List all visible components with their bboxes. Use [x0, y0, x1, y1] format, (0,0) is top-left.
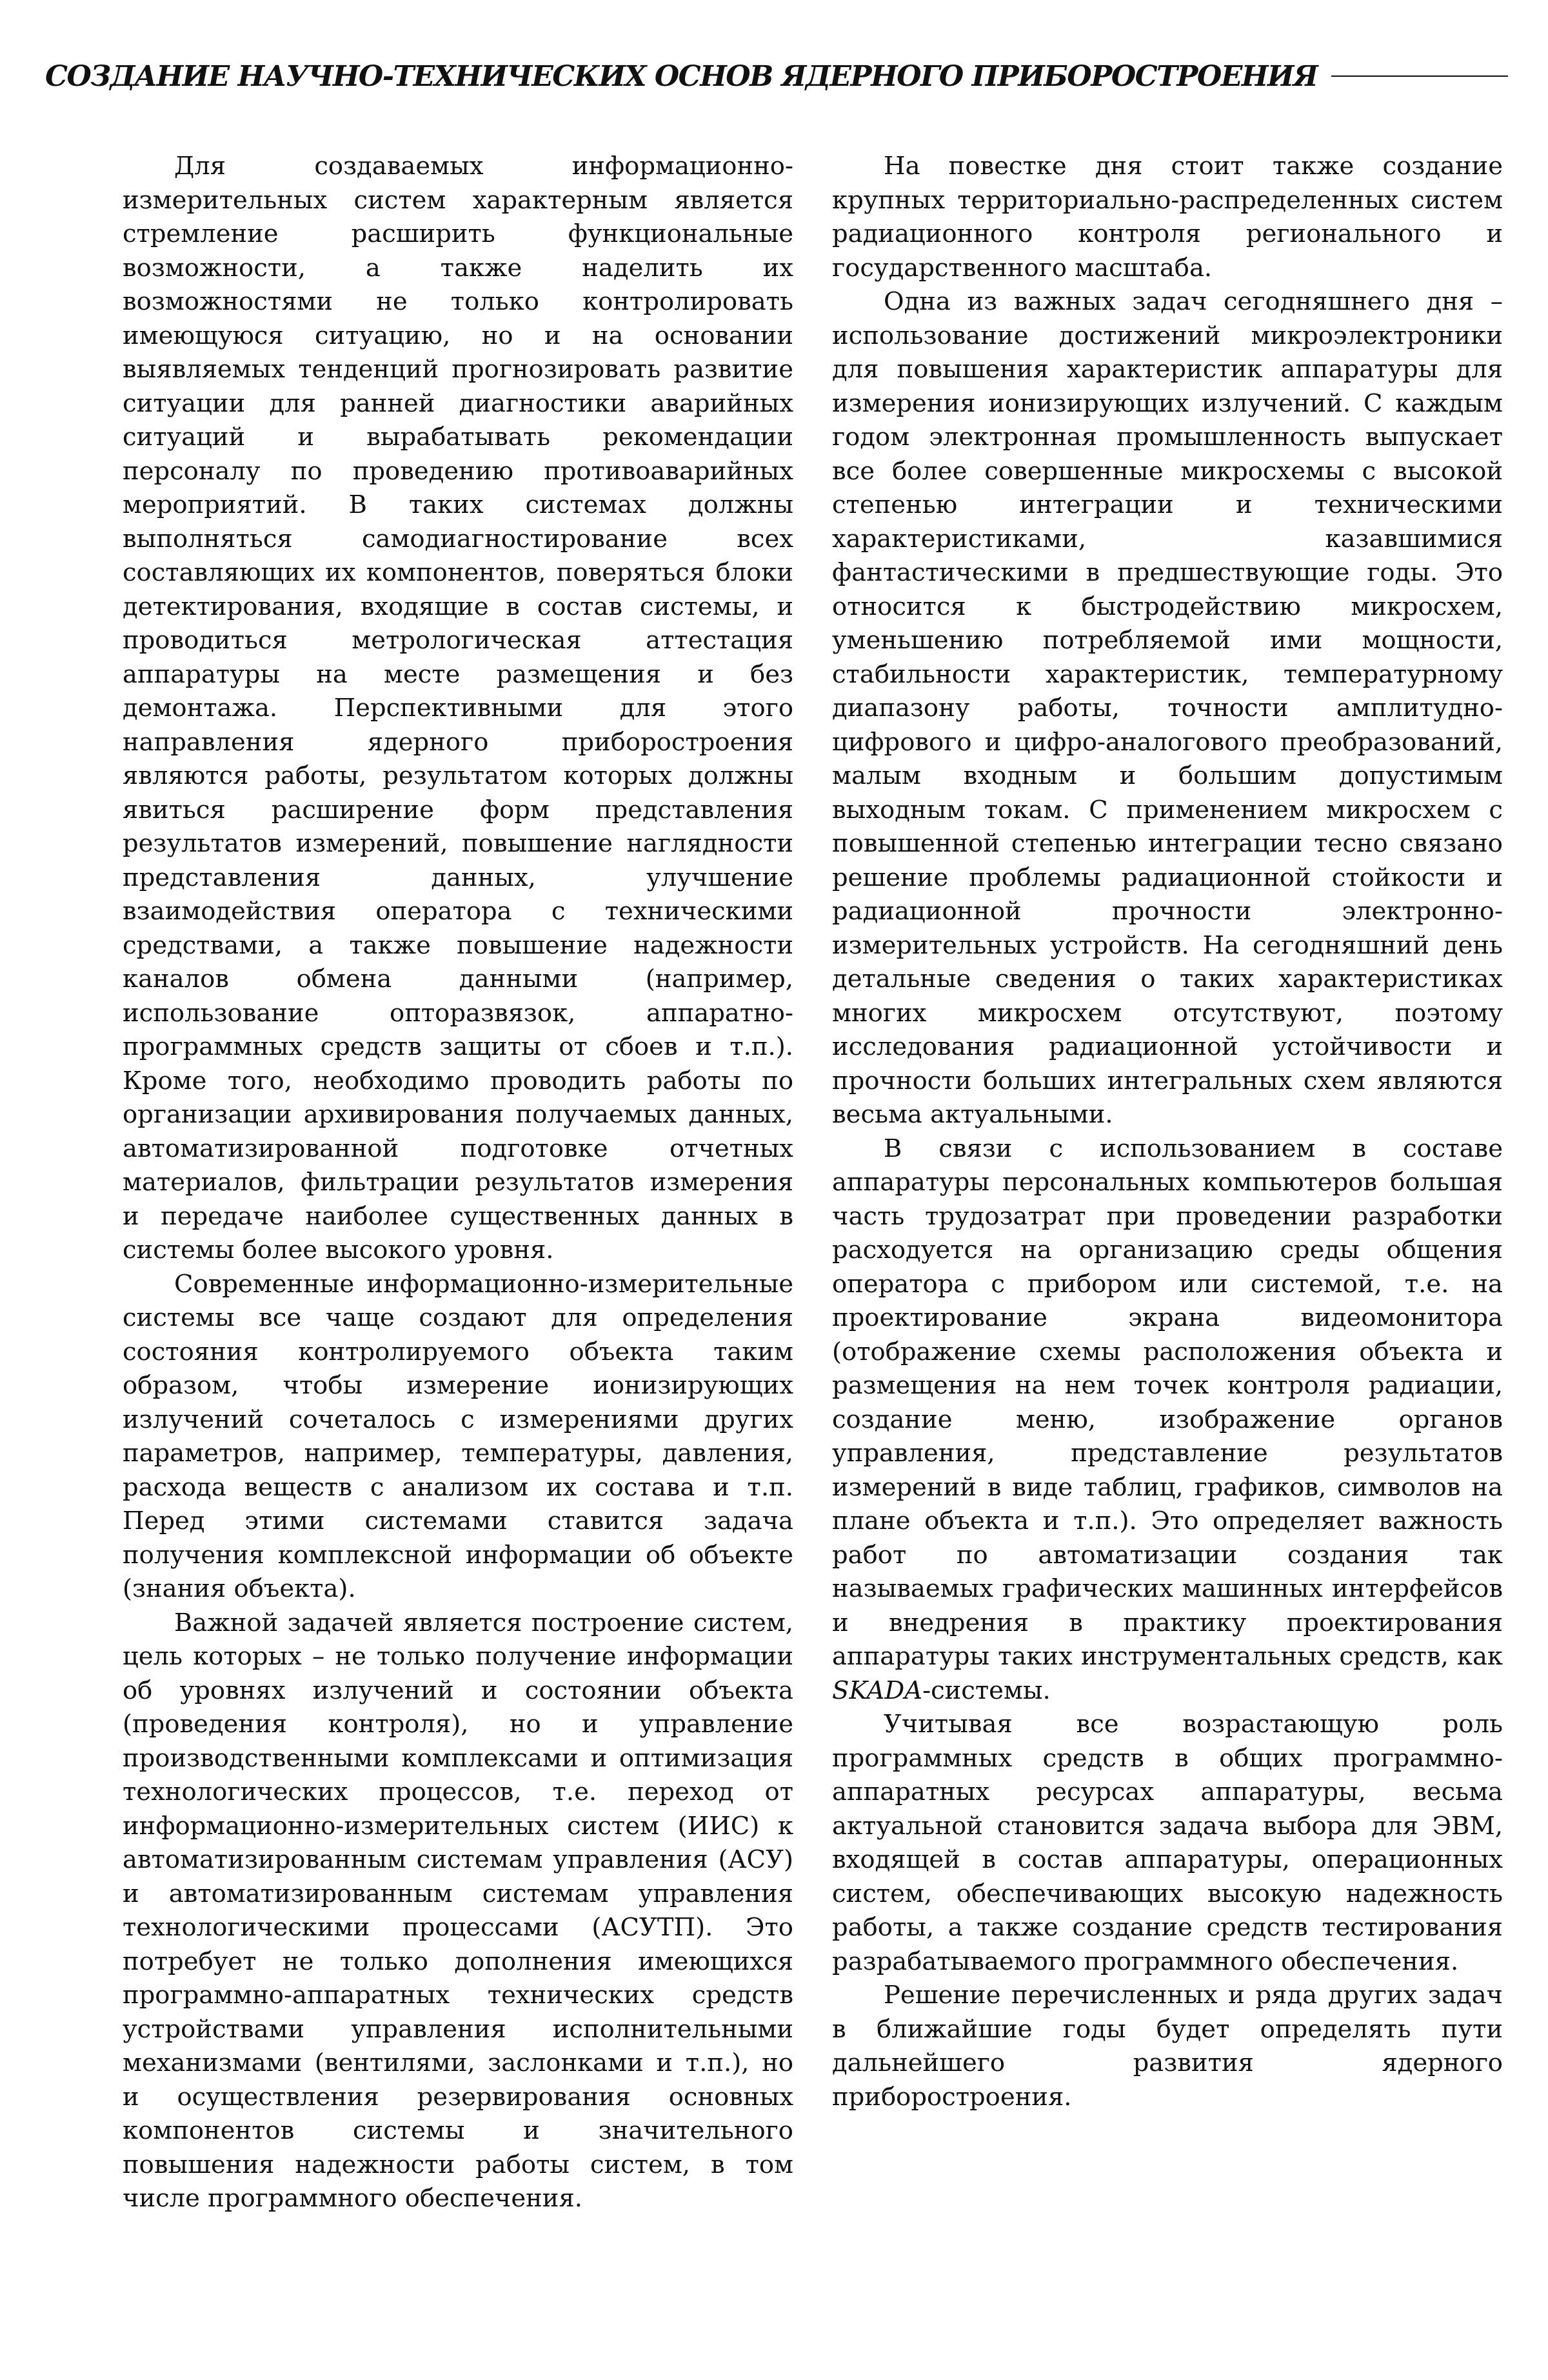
italic-term: SKADA — [832, 1675, 923, 1705]
left-column — [123, 150, 793, 2285]
paragraph: Одна из важных задач сегодняшнего дня – использование достижений микроэлектроники для повышения характеристик аппаратуры для измерения ионизирующих излучений. С каждым годом электронная промышленность выпускает все более совершенные микросхемы с высокой степенью интеграции и техническими характеристиками, казавшимися фантастическими в предшествующие годы. Это относится к быстродействию микросхем, уменьшению потребляемой ими мощности, стабильности характеристик, температурному диапазону работы, точности амплитудно-цифрового и цифро-аналогового преобразований, малым входным и большим допустимым выходным токам. С применением микросхем с повышенной степенью интеграции тесно связано решение проблемы радиационной стойкости и радиационной прочности электронно-измерительных устройств. На сегодняшний день детальные сведения о таких характеристиках многих микросхем отсутствуют, поэтому исследования радиационной устойчивости и прочности больших интегральных схем являются весьма актуальными. — [832, 287, 1503, 1129]
paragraph-skada — [832, 1132, 1503, 1708]
paragraph: Важной задачей является построение систем, цель которых – не только получение информации об уровнях излучений и состоянии объекта (проведения контроля), но и управление производственными комплексами и оптимизация технологических процессов, т.е. переход от информационно-измерительных систем (ИИС) к автоматизированным системам управления (АСУ) и автоматизированным системам управления технологическими процессами (АСУТП). Это потребует не только дополнения имеющихся программно-аппаратных технических средств устройствами управления исполнительными механизмами (вентилями, заслонками и т.п.), но и осуществления резервирования основных компонентов системы и значительного повышения надежности работы систем, в том числе программного обеспечения. — [123, 1608, 793, 2213]
running-header — [45, 55, 1508, 97]
right-column — [832, 150, 1503, 2285]
header-rule — [1331, 75, 1508, 77]
term-suffix: -системы. — [922, 1675, 1051, 1705]
paragraph-text: В связи с использованием в составе аппаратуры персональных компьютеров большая часть трудозатрат при проведении разработки расходуется на организацию среды общения оператора с прибором или системой, т.е. на проектирование экрана видеомонитора (отображение схемы расположения объекта и размещения на нем точек контроля радиации, создание меню, изображение органов управления, представление результатов измерений в виде таблиц, графиков, символов на плане объекта и т.п.). Это определяет важность работ по автоматизации создания так называемых графических машинных интерфейсов и внедрения в практику проектирования аппаратуры таких инструментальных средств, как — [832, 1134, 1503, 1671]
paragraph: Для создаваемых информационно-измерительных систем характерным является стремление расширить функциональные возможности, а также наделить их возможностями не только контролировать имеющуюся ситуацию, но и на основании выявляемых тенденций прогнозировать развитие ситуации для ранней диагностики аварийных ситуаций и вырабатывать рекомендации персоналу по проведению противоаварийных мероприятий. В таких системах должны выполняться самодиагностирование всех составляющих их компонентов, поверяться блоки детектирования, входящие в состав системы, и проводиться метрологическая аттестация аппаратуры на месте размещения и без демонтажа. Перспективными для этого направления ядерного приборостроения являются работы, результатом которых должны явиться расширение форм представления результатов измерений, повышение наглядности представления данных, улучшение взаимодействия оператора с техническими средствами, а также повышение надежности каналов обмена данными (например, использование опторазвязок, аппаратно-программных средств защиты от сбоев и т.п.). Кроме того, необходимо проводить работы по организации архивирования получаемых данных, автоматизированной подготовке отчетных материалов, фильтрации результатов измерения и передаче наиболее существенных данных в системы более высокого уровня. — [123, 152, 793, 1265]
paragraph: Современные информационно-измерительные системы все чаще создают для определения состояния контролируемого объекта таким образом, чтобы измерение ионизирующих излучений сочеталось с измерениями других параметров, например, температуры, давления, расхода веществ с анализом их состава и т.п. Перед этими системами ставится задача получения комплексной информации об объекте (знания объекта). — [123, 1269, 793, 1603]
running-title: СОЗДАНИЕ НАУЧНО-ТЕХНИЧЕСКИХ ОСНОВ ЯДЕРНОГО ПРИБОРОСТРОЕНИЯ — [45, 59, 1318, 93]
paragraph: Решение перечисленных и ряда других задач в ближайшие годы будет определять пути дальнейшего развития ядерного приборостроения. — [832, 1981, 1503, 2112]
paragraph: На повестке дня стоит также создание крупных территориально-распределенных систем радиационного контроля регионального и государственного масштаба. — [832, 152, 1503, 283]
paragraph: Учитывая все возрастающую роль программных средств в общих программно-аппаратных ресурсах аппаратуры, весьма актуальной становится задача выбора для ЭВМ, входящей в состав аппаратуры, операционных систем, обеспечивающих высокую надежность работы, а также создание средств тестирования разрабатываемого программного обеспечения. — [832, 1710, 1503, 1976]
